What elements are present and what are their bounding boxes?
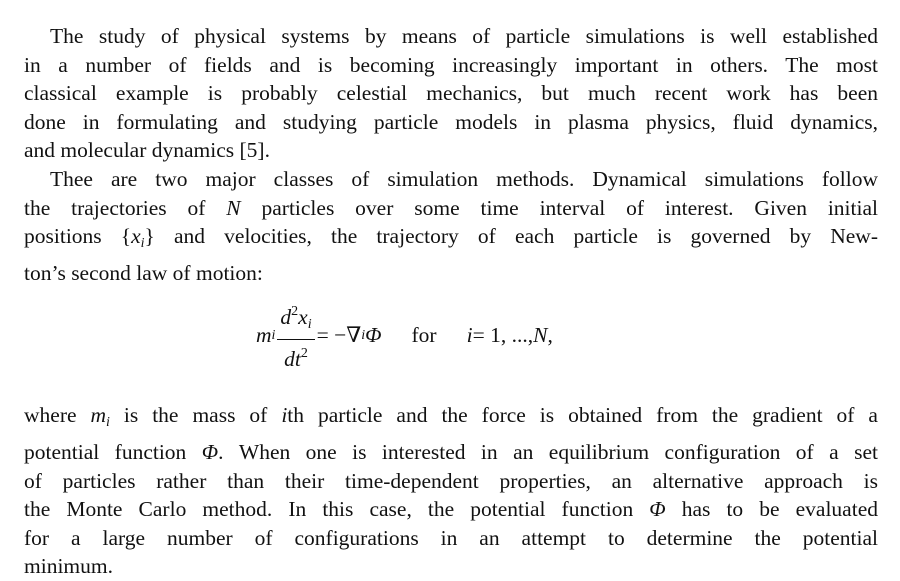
paragraph-intro (24, 22, 878, 165)
text-line: done in formulating and studying particle models in plasma physics, fluid dynamics, (24, 109, 878, 134)
text-line: the Monte Carlo method. In this case, the potential function Φ has to be evaluated (24, 497, 878, 522)
text-line: where $m_i$ is the mass of ith particle and the force is obtained from the gradient of a (24, 403, 878, 431)
text-line: for a large number of configurations in an attempt to determine the potential (24, 525, 878, 550)
text-line: Thee are two major classes of simulation methods. Dynamical simulations follow (50, 166, 878, 191)
text-line: potential function Φ. When one is interested in an equilibrium configuration of a set (24, 439, 878, 464)
equation-fraction: $\frac{d^2x_i}{dt^2}$ (277, 299, 314, 372)
text-line: minimum. (24, 554, 113, 579)
text-line: ton’s second law of motion: (24, 260, 263, 285)
equation-body: m i $\frac{d^2x_i}{dt^2}$ = −∇ i Φ for i = 1, ..., N , (256, 299, 553, 372)
paper-page (24, 22, 878, 581)
text-line: of particles rather than their time-dependent properties, an alternative approach is (24, 468, 878, 493)
equation-newton (24, 295, 878, 401)
text-line: in a number of fields and is becoming increasingly important in others. The most (24, 52, 878, 77)
text-line: and molecular dynamics [5]. (24, 138, 270, 163)
text-line: The study of physical systems by means of particle simulations is well established (50, 24, 878, 48)
paragraph-montecarlo (24, 401, 878, 581)
text-line: the trajectories of N particles over some time interval of interest. Given initial (24, 195, 878, 220)
text-line: classical example is probably celestial mechanics, but much recent work has been (24, 81, 878, 106)
paragraph-methods (24, 165, 878, 287)
text-line: positions $\{x_i\}$ and velocities, the trajectory of each particle is governed by New- (24, 224, 878, 252)
